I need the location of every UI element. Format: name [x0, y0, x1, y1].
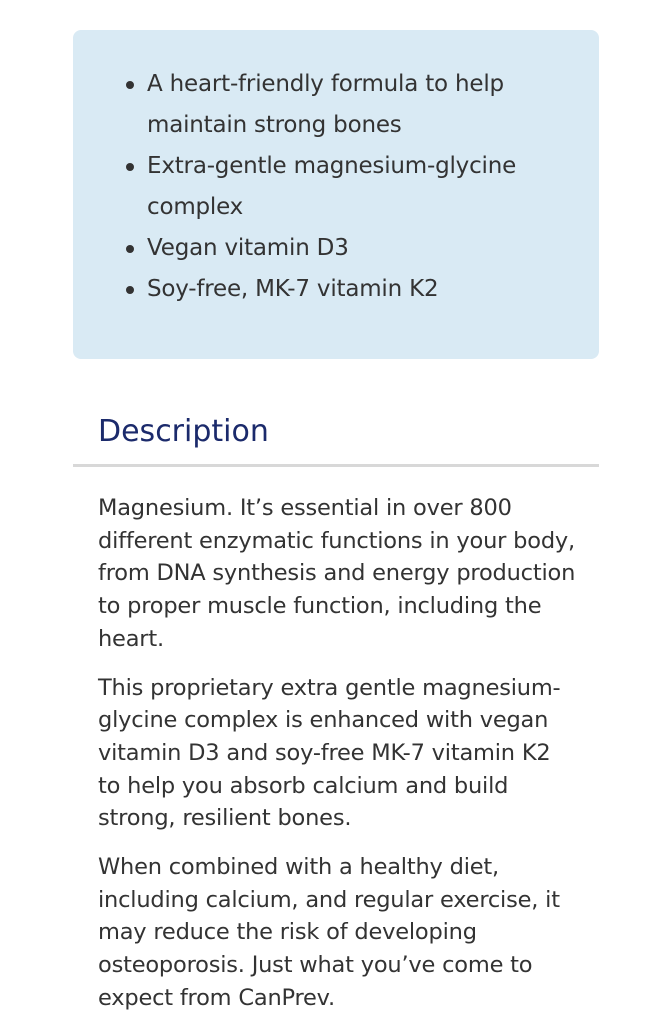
description-paragraph: Magnesium. It’s essential in over 800 different enzymatic functions in your body, from DNA synthesis and energy production to proper muscle function, including the heart. [98, 495, 576, 652]
description-paragraph: When combined with a healthy diet, including calcium, and regular exercise, it may reduce the risk of developing osteoporosis. Just what you’ve come to expect from CanPrev. [98, 854, 560, 1011]
highlight-text: Extra-gentle magnesium-glycine complex [147, 153, 517, 220]
bullet-icon [126, 245, 134, 253]
description-paragraph: This proprietary extra gentle magnesium-glycine complex is enhanced with vegan vitamin D3 and soy-free MK-7 vitamin K2 to help you absorb calcium and build strong, resilient bones. [98, 674, 561, 832]
highlights-box [73, 30, 599, 359]
list-item [147, 269, 567, 310]
bullet-icon [126, 163, 134, 171]
highlight-text: Vegan vitamin D3 [147, 235, 349, 261]
list-item [147, 64, 567, 146]
highlight-text: A heart-friendly formula to help maintain strong bones [147, 71, 504, 138]
description-title: Description [98, 414, 269, 449]
bullet-icon [126, 286, 134, 294]
list-item [147, 146, 567, 228]
highlights-list [147, 64, 567, 310]
highlight-text: Soy-free, MK-7 vitamin K2 [147, 276, 439, 302]
bullet-icon [126, 81, 134, 89]
list-item [147, 228, 567, 269]
section-divider [73, 464, 599, 467]
description-body [98, 492, 576, 1031]
